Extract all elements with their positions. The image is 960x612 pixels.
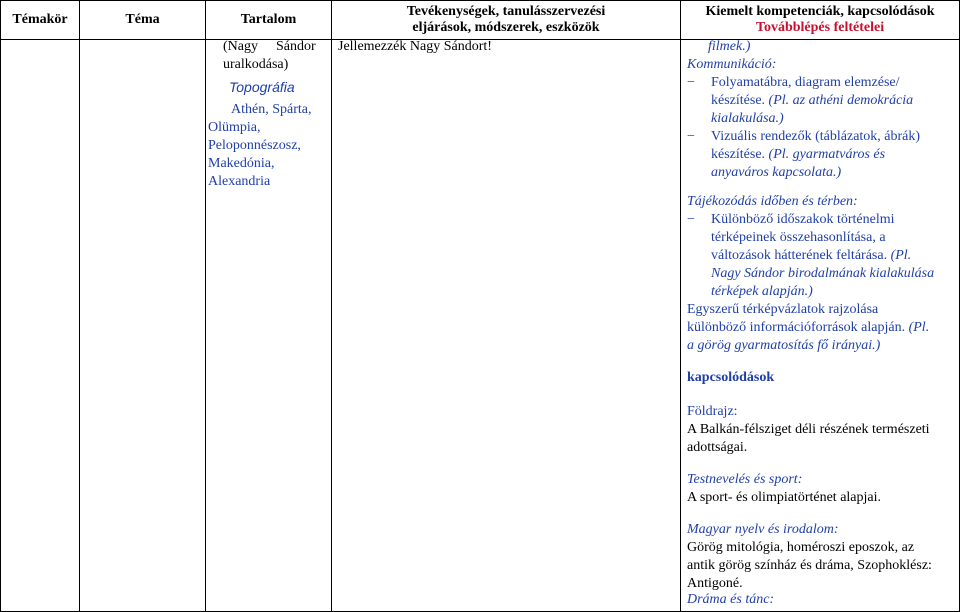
testneveles-title: Testnevelés és sport:: [687, 472, 803, 487]
t1-line2: térképeinek összehasonlítása, a: [711, 230, 886, 245]
header-temakor: Témakör: [1, 1, 80, 40]
e-line2a: különböző információforrások alapján.: [687, 320, 909, 335]
kapcsolodasok-heading: kapcsolódások: [687, 370, 775, 385]
t1-line3a: változások hátterének feltárása.: [711, 248, 891, 263]
header-row: [1, 1, 960, 40]
cell-temakor: [1, 40, 80, 612]
tajekozodas-title: Tájékozódás időben és térben:: [687, 194, 858, 209]
header-tevekenysegek-line1: Tevékenységek, tanulásszervezési: [406, 4, 606, 19]
k2-line1: Vizuális rendezők (táblázatok, ábrák): [711, 129, 921, 144]
header-tevekenysegek-line2: eljárások, módszerek, eszközök: [412, 20, 600, 35]
dash-1: −: [687, 75, 695, 90]
t1-line3b: (Pl.: [890, 248, 912, 263]
foldrajz-line1: A Balkán-félsziget déli részének természeti: [687, 422, 930, 437]
place-4: Makedónia,: [208, 156, 275, 171]
t1-line3: [711, 248, 911, 264]
dash-3: −: [687, 212, 695, 227]
place-1: Athén, Spárta,: [231, 102, 312, 117]
magyar-line2: antik görög színház és dráma, Szophoklész:: [687, 558, 932, 573]
place-3: Peloponnészosz,: [208, 138, 301, 153]
e-line3: a görög gyarmatosítás fő irányai.): [687, 338, 881, 353]
t1-line1: Különböző időszakok történelmi: [711, 212, 895, 227]
header-kompetenciak: [681, 1, 960, 40]
uralkodasa-label: uralkodása): [223, 57, 289, 72]
k1-line1: Folyamatábra, diagram elemzése/: [711, 75, 900, 90]
filmek-text: filmek.): [708, 39, 751, 54]
foldrajz-line2: adottságai.: [687, 440, 748, 455]
place-2: Olümpia,: [208, 120, 261, 135]
dash-2: −: [687, 129, 695, 144]
e-line2: [687, 320, 929, 336]
foldrajz-title: Földrajz:: [687, 404, 738, 419]
t1-line4: Nagy Sándor birodalmának kialakulása: [711, 266, 935, 281]
k2-line2b: (Pl. gyarmatváros és: [768, 147, 886, 162]
cell-tema: [80, 40, 206, 612]
sandor-label: Sándor: [276, 39, 316, 54]
k2-line3: anyaváros kapcsolata.): [711, 165, 842, 180]
e-line1: Egyszerű térképvázlatok rajzolása: [687, 302, 879, 317]
t1-line5: térképek alapján.): [711, 284, 813, 299]
cell-tartalom: [206, 40, 332, 612]
kommunikacio-title: Kommunikáció:: [687, 57, 777, 72]
body-row: [1, 40, 960, 612]
k2-line2a: készítése.: [711, 147, 769, 162]
cell-tevekenysegek: [332, 40, 681, 612]
k1-line3: kialakulása.): [711, 111, 784, 126]
k1-line2a: készítése.: [711, 93, 769, 108]
k2-line2: [711, 147, 885, 163]
activity-1: Jellemezzék Nagy Sándort!: [338, 39, 492, 54]
magyar-title: Magyar nyelv és irodalom:: [687, 522, 839, 537]
topic-title: Topográfia: [229, 79, 295, 95]
k1-line2b: (Pl. az athéni demokrácia: [768, 93, 914, 108]
header-tevekenysegek: [332, 1, 681, 40]
magyar-line3: Antigoné.: [687, 576, 743, 591]
nagy-label: (Nagy: [223, 39, 258, 54]
k1-line2: [711, 93, 913, 109]
header-kompetenciak-line1: Kiemelt kompetenciák, kapcsolódások: [705, 4, 935, 19]
testneveles-line1: A sport- és olimpiatörténet alapjai.: [687, 490, 882, 505]
header-tartalom: Tartalom: [206, 1, 332, 40]
magyar-line1: Görög mitológia, homéroszi eposzok, az: [687, 540, 915, 555]
header-tovabblepes: Továbblépés feltételei: [755, 20, 885, 35]
cell-kompetenciak: [681, 40, 960, 612]
e-line2b: (Pl.: [908, 320, 930, 335]
place-5: Alexandria: [208, 174, 271, 189]
header-tema: Téma: [80, 1, 206, 40]
drama-title: Dráma és tánc:: [687, 592, 775, 607]
